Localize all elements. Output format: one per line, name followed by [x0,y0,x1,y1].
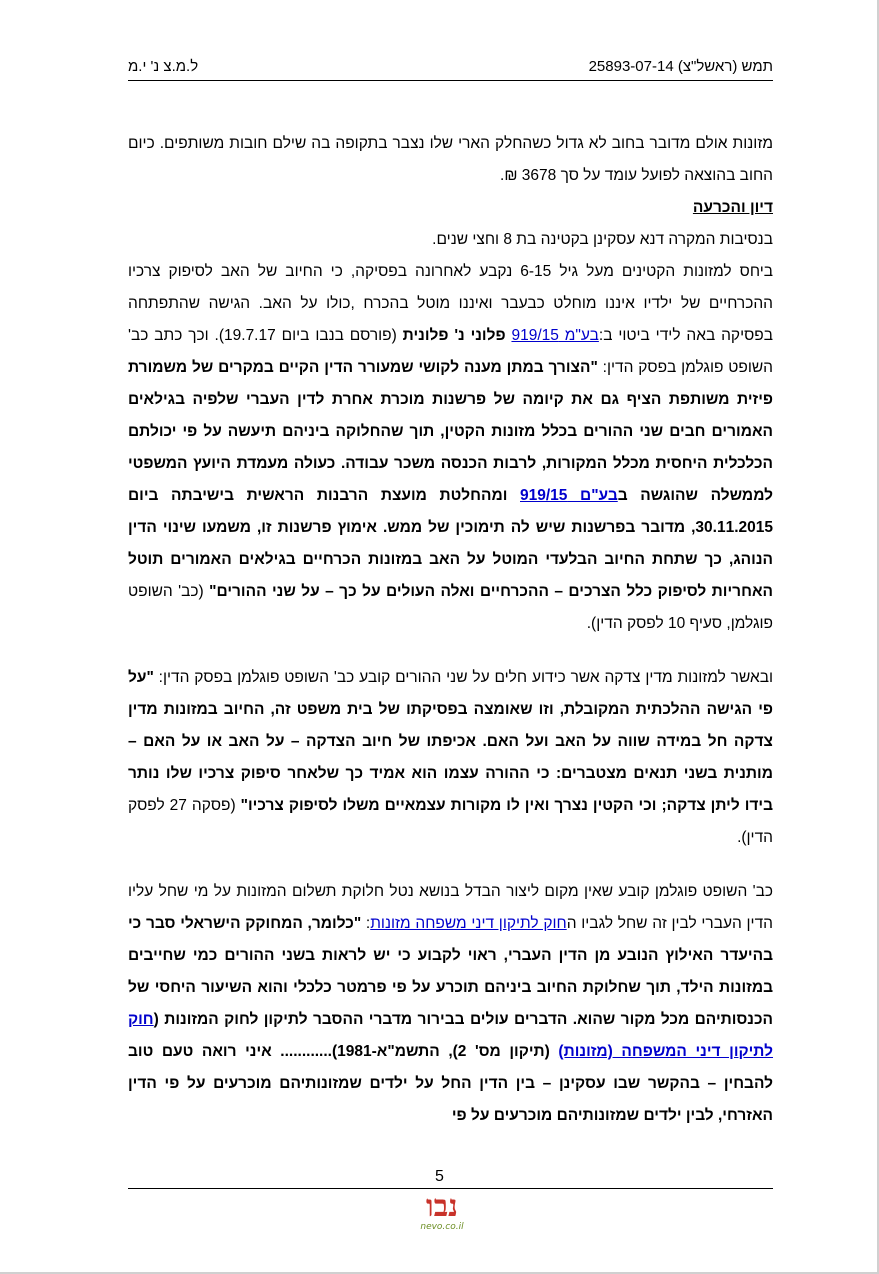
paragraph-minors-support [128,256,773,640]
link-case-919-15[interactable]: בע"מ 919/15 [511,327,599,344]
nevo-logo-url: nevo.co.il [420,1222,464,1232]
page-number: 5 [435,1168,444,1185]
paragraph-debt [128,128,773,192]
p3-text-a: ביחס למזונות הקטינים מעל גיל 6-15 נקבע לאחרונה בפסיקה, כי החיוב של האב לסיפוק צרכיו ההכרחיים של ילדיו איננו מוחלט כבעבר ואיננו מוטל בהכרח ,כולו על האב. הגישה שהתפתחה בפסיקה באה לידי ביטוי ב: [128,263,774,344]
p5-text-b: : [361,915,371,932]
p3-citation: (כב' השופט פוגלמן, סעיף 10 לפסק הדין). [128,583,773,632]
p5-quote-b: (תיקון מס' 2), התשמ"א-1981)............ איני רואה טעם טוב להבחין – בהקשר שבו עסקינן – בין הדין החל על ילדים שמזונותיהם מוכרעים על פי הדין האזרחי, לבין ילדים שמזונותיהם מוכרעים על פי [128,1043,773,1124]
p5-quote-a: "כלומר, המחוקק הישראלי סבר כי בהיעדר האילוץ הנובע מן הדין העברי, ראוי לקבוע כי יש לראות בשני ההורים כמי שחייבים במזונות הילד, תוך שחלוקת החיוב ביניהם תוכרע על פי פרמטר כלכלי והוא השיעור היחסי של הכנסותיהם מכל מקור שהוא. הדברים עולים בבירור מדברי ההסבר לתיקון לחוק המזונות ( [128,915,773,1028]
paragraph-circumstances-text: בנסיבות המקרה דנא עסקינן בקטינה בת 8 וחצי שנים. [432,231,773,248]
nevo-logo [412,1189,472,1232]
heading-discussion: דיון והכרעה [692,199,773,216]
link-case-919-15-second[interactable]: בע"ם 919/15 [520,487,618,504]
document-body [128,128,773,1132]
paragraph-equal-burden [128,876,773,1132]
section-heading [128,192,773,224]
page-header [128,56,773,81]
paragraph-debt-text: מזונות אולם מדובר בחוב לא גדול כשהחלק הארי שלו נצבר בתקופה בה שילם חובות משותפים. כיום החוב בהוצאה לפועל עומד על סך 3678 ₪. [128,135,773,184]
paragraph-charity-support [128,662,773,854]
p3-quote-b: ומהחלטת מועצת הרבנות הראשית בישיבתה ביום 30.11.2015, מדובר בפרשנות שיש לה תימוכין של ממש. אימוץ פרשנות זו, משמעו שינוי הדין הנוהג, כך שתחת החיוב הבלעדי המוטל על האב במזונות הכרחיים בגילאים האמורים תוטל האחריות לסיפוק כלל הצרכים – ההכרחיים ואלה העולים על כך – על שני ההורים" [128,487,773,600]
p3-case-parties: פלוני נ' פלונית [402,327,506,344]
p4-quote: "על פי הגישה ההלכתית המקובלת, וזו שאומצה בפסיקתו של בית משפט זה, החיוב במזונות מדין צדקה חל במידה שווה על האב ועל האם. אכיפתו של חיוב הצדקה – על האב או על האם – מותנית בשני תנאים מצטברים: כי ההורה עצמו הוא אמיד כך שלאחר סיפוק צרכיו שלו נותר בידו ליתן צדקה; וכי הקטין נצרך ואין לו מקורות עצמאיים משלו לסיפוק צרכיו" [128,669,774,814]
p4-text-a: ובאשר למזונות מדין צדקה אשר כידוע חלים על שני ההורים קובע כב' השופט פוגלמן בפסק הדין: [153,669,773,686]
p3-text-c: (פורסם בנבו ביום 19.7.17). וכך כתב כב' השופט פוגלמן בפסק הדין: [128,327,773,376]
link-family-law-maintenance[interactable]: חוק לתיקון דיני המשפחה (מזונות) [128,1011,773,1060]
p5-text-a: כב' השופט פוגלמן קובע שאין מקום ליצור הבדל בנושא נטל חלוקת תשלום המזונות על מי שחל עליו הדין העברי לבין זה שחל לגביו ה [128,883,773,932]
case-number: תמש (ראשל"צ) 25893-07-14 [588,58,773,75]
nevo-logo-mark: נבו [426,1189,458,1224]
p4-citation: (פסקה 27 לפסק הדין). [128,797,773,846]
paragraph-circumstances [128,224,773,256]
case-parties: ל.מ.צ נ' י.מ [128,58,199,75]
p3-quote-a: "הצורך במתן מענה לקושי שמעורר הדין הקיים במקרים של משמורת פיזית משותפת הציף גם את קיומה של פרשנות מוכרת אחרת לדין העברי שלפיה בגילאים האמורים חבים שני ההורים בכלל מזונות הקטין, תוך שהחלוקה ביניהם תיעשה על פי יכולתם הכלכלית היחסית מכלל המקורות, לרבות הכנסה משכר עבודה. כעולה מעמדת היועץ המשפטי לממשלה שהוגשה ב [128,359,773,504]
link-family-law-amendment[interactable]: חוק לתיקון דיני משפחה מזונות [370,915,567,932]
